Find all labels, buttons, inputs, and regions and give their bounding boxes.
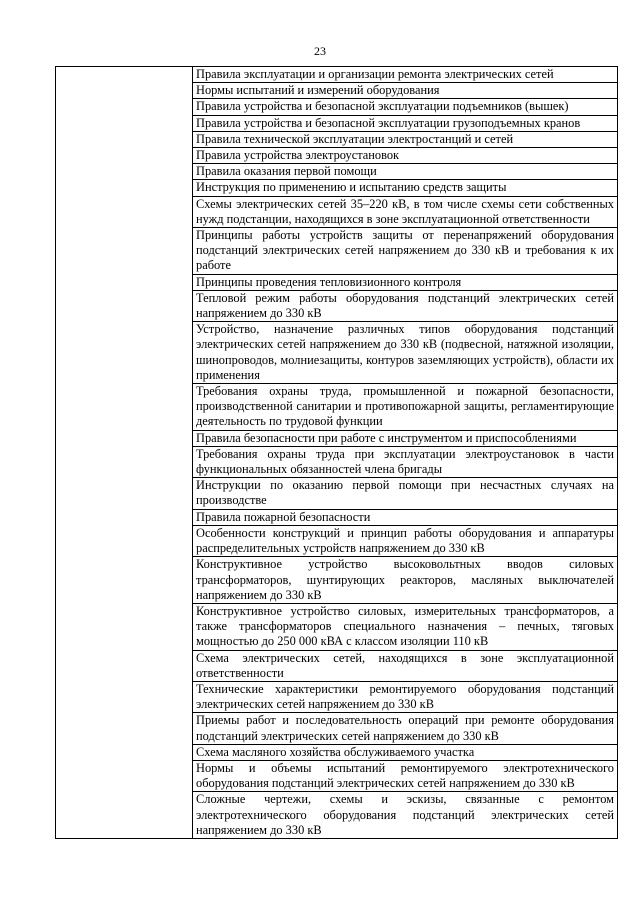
table-cell: Принципы работы устройств защиты от перенапряжений оборудования подстанций электрических сетей напряжением до 330 кВ и требования к их работе [193, 228, 618, 275]
table-cell: Конструктивное устройство высоковольтных вводов силовых трансформаторов, шунтирующих реакторов, масляных выключателей напряжением до 330 кВ [193, 557, 618, 604]
table-cell: Требования охраны труда при эксплуатации электроустановок в части функциональных обязанностей члена бригады [193, 446, 618, 477]
table-cell: Правила технической эксплуатации электростанций и сетей [193, 131, 618, 147]
table-cell: Сложные чертежи, схемы и эскизы, связанные с ремонтом электротехнического оборудования подстанций электрических сетей напряжением до 330 кВ [193, 792, 618, 839]
table-cell: Схема электрических сетей, находящихся в зоне эксплуатационной ответственности [193, 650, 618, 681]
requirements-table [55, 66, 618, 839]
table-cell: Схемы электрических сетей 35–220 кВ, в том числе схемы сети собственных нужд подстанции, находящихся в зоне эксплуатационной ответственности [193, 196, 618, 227]
table-row [56, 67, 618, 83]
table-cell: Инструкция по применению и испытанию средств защиты [193, 180, 618, 196]
table-cell: Правила устройства электроустановок [193, 148, 618, 164]
table-cell: Схема масляного хозяйства обслуживаемого участка [193, 744, 618, 760]
table-cell: Правила устройства и безопасной эксплуатации подъемников (вышек) [193, 99, 618, 115]
table-cell: Правила безопасности при работе с инструментом и приспособлениями [193, 430, 618, 446]
table-cell: Правила пожарной безопасности [193, 509, 618, 525]
table-cell: Технические характеристики ремонтируемого оборудования подстанций электрических сетей напряжением до 330 кВ [193, 681, 618, 712]
page-number: 23 [314, 44, 326, 58]
table-cell: Требования охраны труда, промышленной и пожарной безопасности, производственной санитарии и противопожарной защиты, регламентирующие деятельность по трудовой функции [193, 384, 618, 431]
table-cell: Конструктивное устройство силовых, измерительных трансформаторов, а также трансформаторов специального назначения – печных, тяговых мощностью до 250 000 кВА с классом изоляции 110 кВ [193, 603, 618, 650]
table-cell: Принципы проведения тепловизионного контроля [193, 274, 618, 290]
table-cell: Приемы работ и последовательность операций при ремонте оборудования подстанций электрических сетей напряжением до 330 кВ [193, 713, 618, 744]
table-cell: Нормы испытаний и измерений оборудования [193, 83, 618, 99]
table-cell: Нормы и объемы испытаний ремонтируемого электротехнического оборудования подстанций электрических сетей напряжением до 330 кВ [193, 760, 618, 791]
table-cell: Устройство, назначение различных типов оборудования подстанций электрических сетей напряжением до 330 кВ (подвесной, натяжной изоляции, шинопроводов, молниезащиты, контуров заземляющих устройств), области их применения [193, 322, 618, 384]
empty-left-cell [56, 67, 193, 839]
table-cell: Тепловой режим работы оборудования подстанций электрических сетей напряжением до 330 кВ [193, 290, 618, 321]
table-cell: Правила эксплуатации и организации ремонта электрических сетей [193, 67, 618, 83]
table-cell: Инструкции по оказанию первой помощи при несчастных случаях на производстве [193, 478, 618, 509]
table-cell: Правила устройства и безопасной эксплуатации грузоподъемных кранов [193, 115, 618, 131]
table-cell: Особенности конструкций и принцип работы оборудования и аппаратуры распределительных устройств напряжением до 330 кВ [193, 525, 618, 556]
table-cell: Правила оказания первой помощи [193, 164, 618, 180]
